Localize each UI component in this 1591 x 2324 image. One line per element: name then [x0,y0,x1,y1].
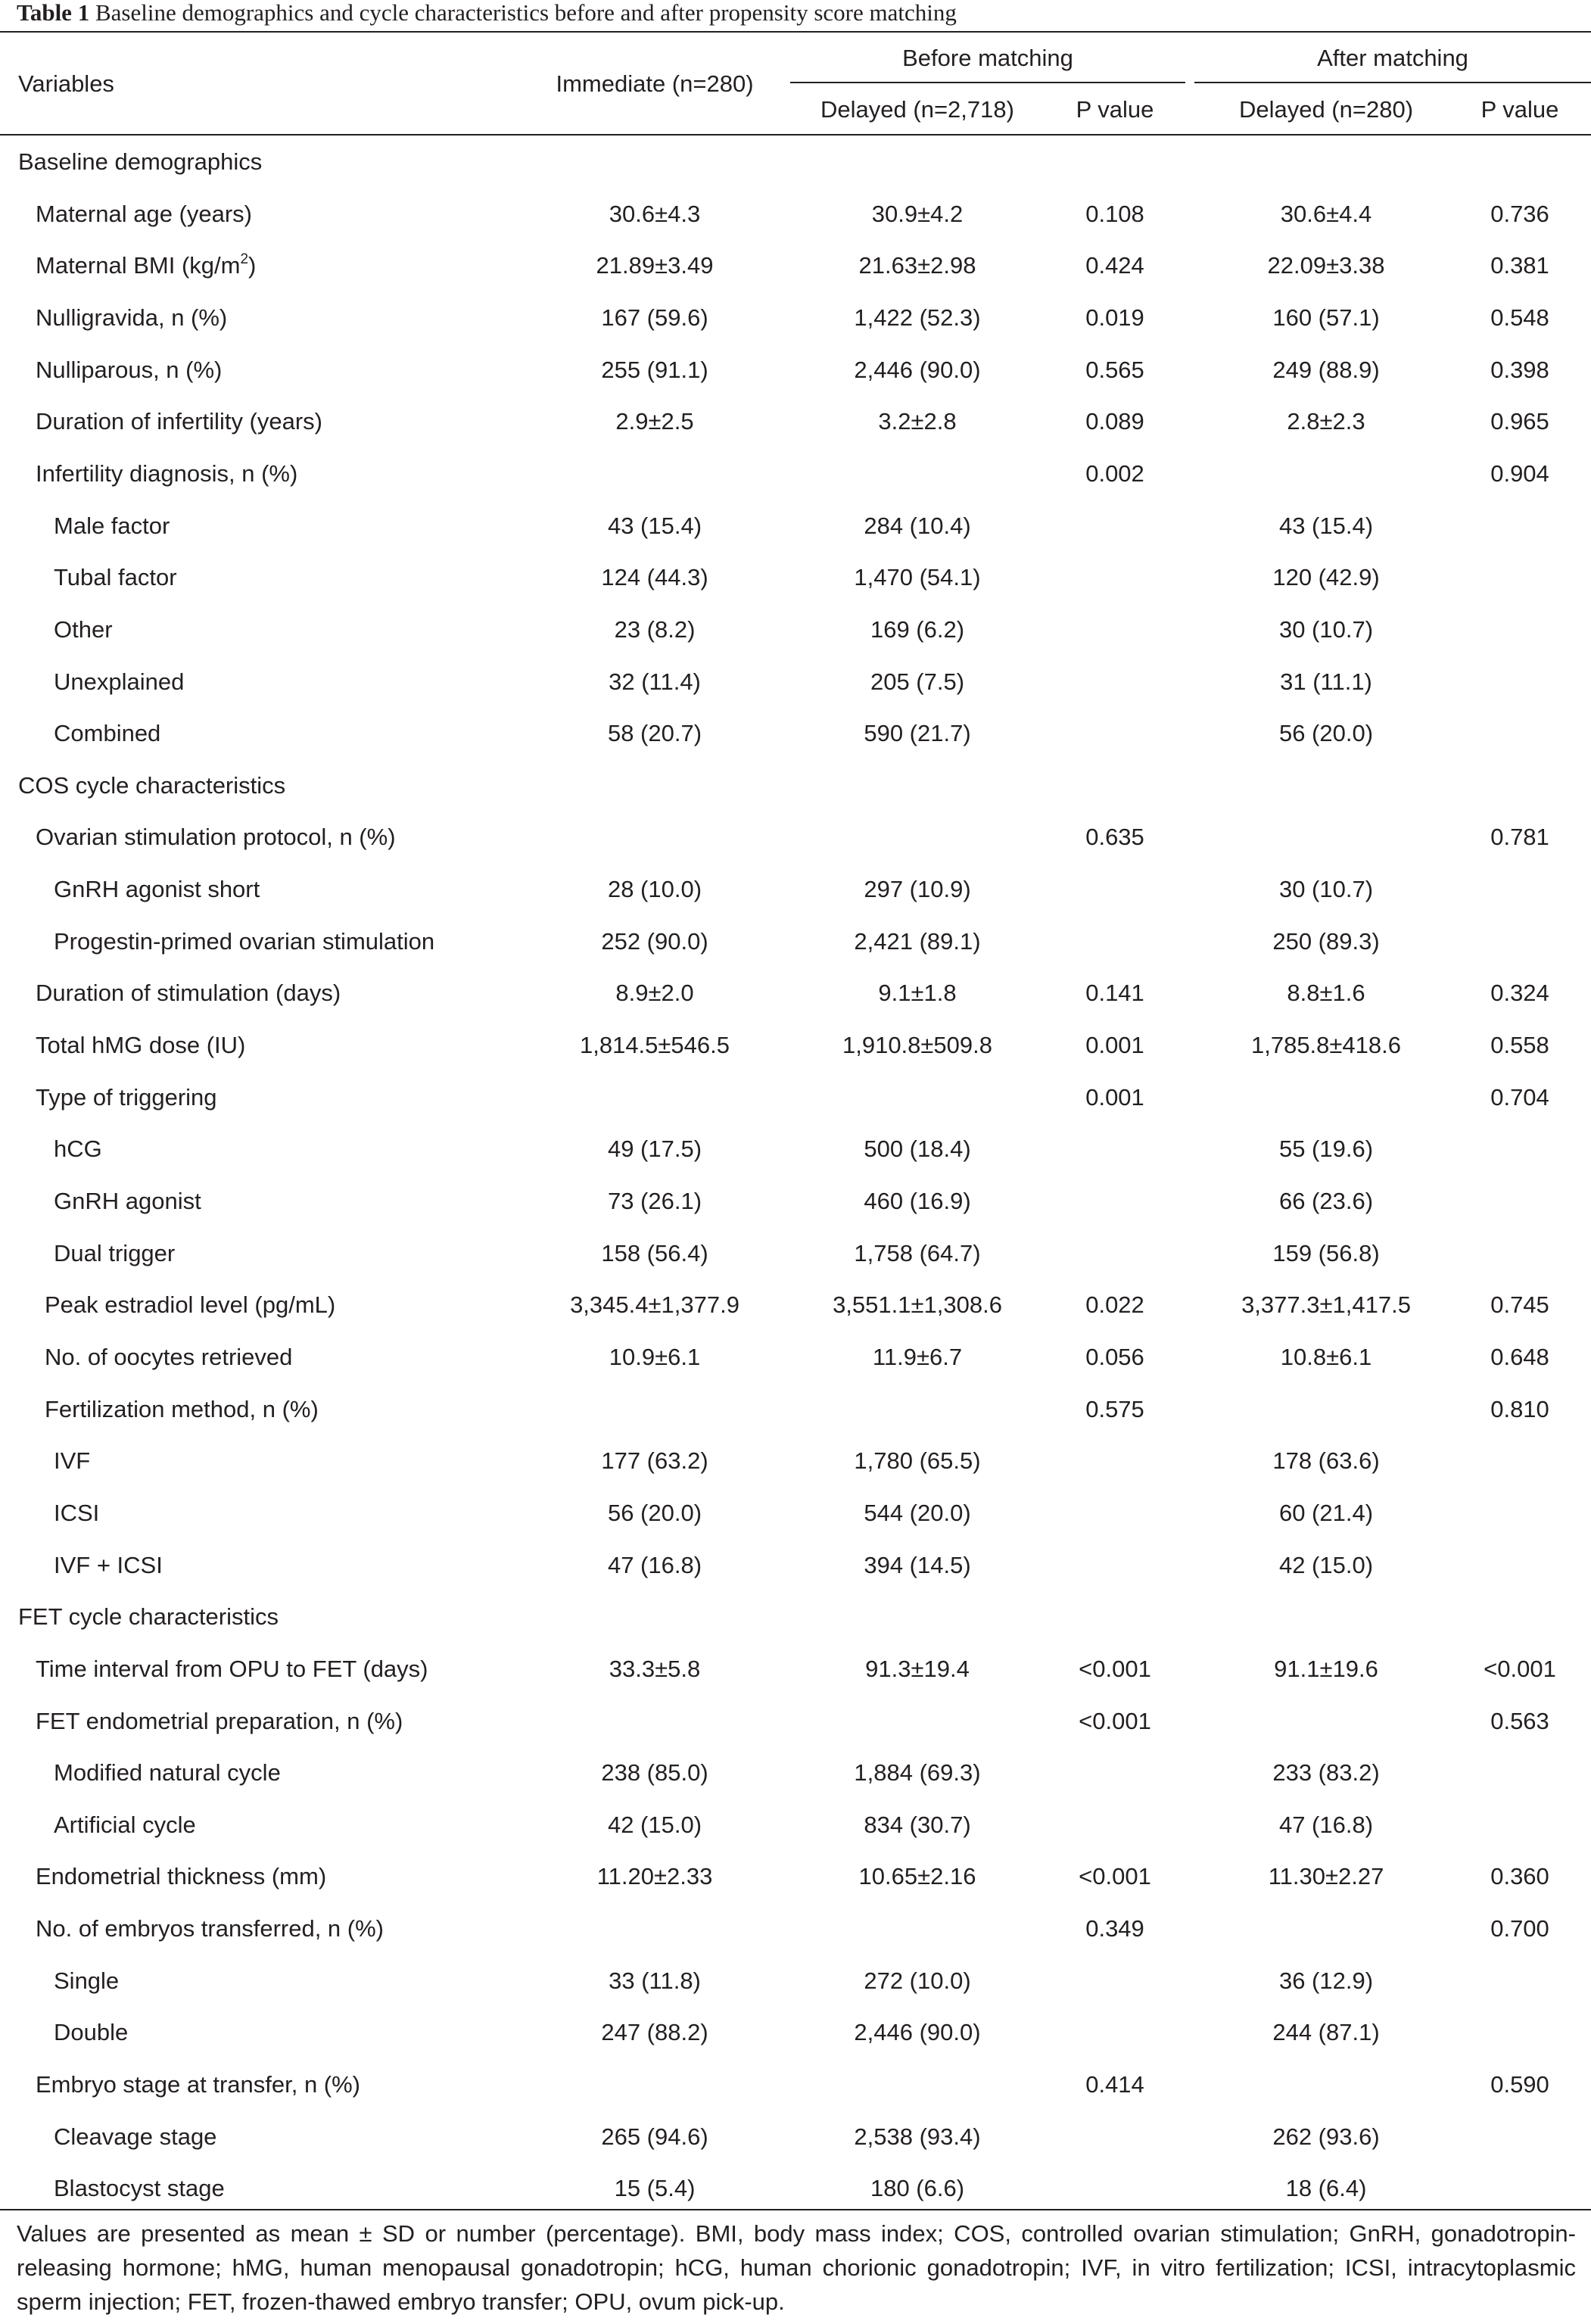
cell-p-after: 0.704 [1490,1084,1549,1111]
row-label: Modified natural cycle [54,1759,281,1786]
cell-immediate: 265 (94.6) [601,2123,708,2150]
cell-p-after: 0.745 [1490,1291,1549,1318]
cell-p-after: 0.398 [1490,357,1549,383]
cell-delayed-after: 47 (16.8) [1278,1812,1374,1838]
cell-delayed-before: 169 (6.2) [870,616,965,643]
table-caption [17,0,1576,26]
cell-delayed-before: 1,884 (69.3) [854,1759,981,1786]
cell-delayed-before: 272 (10.0) [864,1967,971,1994]
cell-immediate: 10.9±6.1 [609,1344,701,1370]
cell-p-after: 0.810 [1490,1396,1549,1422]
row-label: GnRH agonist short [54,876,260,902]
cell-delayed-after: 42 (15.0) [1278,1552,1374,1578]
row-label: GnRH agonist [54,1188,201,1214]
cell-delayed-before: 11.9±6.7 [872,1344,963,1370]
before-matching-rule [790,82,1185,83]
header-before-matching: Before matching [902,45,1073,71]
cell-delayed-before: 3,551.1±1,308.6 [833,1291,1002,1318]
cell-immediate: 252 (90.0) [601,928,708,955]
cell-immediate: 42 (15.0) [607,1812,702,1838]
cell-p-before: 0.141 [1085,980,1144,1006]
cell-immediate: 238 (85.0) [601,1759,708,1786]
cell-delayed-before: 21.63±2.98 [858,252,976,279]
cell-immediate: 15 (5.4) [614,2175,696,2201]
cell-p-before: <0.001 [1079,1656,1151,1682]
cell-p-before: <0.001 [1079,1708,1151,1734]
row-label: Peak estradiol level (pg/mL) [45,1291,336,1318]
cell-immediate: 11.20±2.33 [596,1863,713,1889]
cell-p-after: 0.904 [1490,460,1549,487]
cell-delayed-after: 2.8±2.3 [1287,408,1365,435]
cell-p-before: 0.108 [1085,201,1144,227]
cell-delayed-after: 56 (20.0) [1278,720,1374,746]
cell-delayed-before: 834 (30.7) [864,1812,971,1838]
cell-delayed-before: 590 (21.7) [864,720,971,746]
cell-delayed-after: 178 (63.6) [1272,1447,1380,1474]
header-after-matching: After matching [1317,45,1468,71]
cell-delayed-after: 91.1±19.6 [1274,1656,1378,1682]
row-label: Duration of stimulation (days) [36,980,341,1006]
cell-p-after: 0.324 [1490,980,1549,1006]
row-label: Type of triggering [36,1084,217,1111]
cell-delayed-after: 22.09±3.38 [1267,252,1385,279]
header-delayed-after: Delayed (n=280) [1238,96,1414,123]
cell-p-after: 0.965 [1490,408,1549,435]
cell-delayed-before: 2,446 (90.0) [854,2019,981,2045]
cell-immediate: 124 (44.3) [601,564,708,590]
cell-p-before: 0.022 [1085,1291,1144,1318]
cell-p-after: 0.700 [1490,1915,1549,1942]
cell-delayed-before: 394 (14.5) [864,1552,971,1578]
after-matching-rule [1194,82,1591,83]
cell-p-before: 0.089 [1085,408,1144,435]
cell-p-before: 0.056 [1085,1344,1144,1370]
header-p-before: P value [1076,96,1154,123]
row-label: Other [54,616,113,643]
section-heading: Baseline demographics [18,148,263,175]
row-label: Maternal age (years) [36,201,253,227]
cell-delayed-after: 262 (93.6) [1272,2123,1380,2150]
cell-immediate: 58 (20.7) [607,720,702,746]
cell-delayed-after: 3,377.3±1,417.5 [1241,1291,1411,1318]
header-delayed-before: Delayed (n=2,718) [820,96,1014,123]
cell-immediate: 43 (15.4) [607,512,702,539]
cell-p-before: 0.635 [1085,824,1144,850]
header-variables: Variables [18,70,114,97]
cell-delayed-after: 30.6±4.4 [1280,201,1372,227]
cell-delayed-after: 249 (88.9) [1272,357,1380,383]
cell-p-before: <0.001 [1079,1863,1151,1889]
cell-delayed-after: 55 (19.6) [1278,1136,1374,1162]
cell-delayed-after: 30 (10.7) [1278,876,1374,902]
row-label: Total hMG dose (IU) [36,1032,246,1058]
cell-delayed-before: 297 (10.9) [864,876,971,902]
cell-delayed-before: 500 (18.4) [864,1136,971,1162]
cell-delayed-before: 3.2±2.8 [878,408,957,435]
row-label: Progestin-primed ovarian stimulation [54,928,435,955]
cell-delayed-after: 8.8±1.6 [1287,980,1365,1006]
cell-delayed-after: 160 (57.1) [1272,304,1380,331]
row-label: Tubal factor [54,564,177,590]
cell-delayed-before: 460 (16.9) [864,1188,971,1214]
row-label: Cleavage stage [54,2123,217,2150]
row-label: ICSI [54,1500,100,1526]
row-label: Dual trigger [54,1240,176,1266]
cell-p-before: 0.414 [1085,2071,1144,2098]
row-label: Nulligravida, n (%) [36,304,228,331]
cell-delayed-after: 60 (21.4) [1278,1500,1374,1526]
cell-delayed-after: 120 (42.9) [1272,564,1380,590]
cell-immediate: 247 (88.2) [601,2019,708,2045]
cell-p-after: 0.781 [1490,824,1549,850]
row-label: IVF + ICSI [54,1552,163,1578]
cell-immediate: 56 (20.0) [607,1500,702,1526]
cell-p-after: 0.563 [1490,1708,1549,1734]
row-label: No. of embryos transferred, n (%) [36,1915,384,1942]
row-label: Artificial cycle [54,1812,196,1838]
cell-delayed-before: 9.1±1.8 [878,980,957,1006]
cell-delayed-after: 43 (15.4) [1278,512,1374,539]
cell-delayed-after: 18 (6.4) [1285,2175,1367,2201]
row-label: No. of oocytes retrieved [45,1344,293,1370]
cell-delayed-before: 284 (10.4) [864,512,971,539]
cell-immediate: 73 (26.1) [607,1188,702,1214]
cell-delayed-after: 11.30±2.27 [1268,1863,1384,1889]
cell-p-before: 0.424 [1085,252,1144,279]
row-label: Single [54,1967,120,1994]
cell-immediate: 167 (59.6) [601,304,708,331]
cell-delayed-before: 1,758 (64.7) [854,1240,981,1266]
cell-immediate: 3,345.4±1,377.9 [570,1291,739,1318]
cell-delayed-after: 233 (83.2) [1272,1759,1380,1786]
cell-immediate: 32 (11.4) [609,668,701,695]
row-label: Time interval from OPU to FET (days) [36,1656,428,1682]
cell-p-before: 0.349 [1085,1915,1144,1942]
top-rule [0,31,1591,33]
cell-delayed-before: 1,422 (52.3) [854,304,981,331]
cell-delayed-after: 244 (87.1) [1272,2019,1380,2045]
cell-delayed-before: 180 (6.6) [870,2175,965,2201]
row-label: Nulliparous, n (%) [36,357,223,383]
row-label: Combined [54,720,161,746]
cell-immediate: 2.9±2.5 [615,408,694,435]
cell-delayed-before: 1,780 (65.5) [854,1447,981,1474]
cell-p-after: 0.736 [1490,201,1549,227]
cell-delayed-before: 2,421 (89.1) [854,928,981,955]
cell-immediate: 177 (63.2) [601,1447,708,1474]
cell-p-before: 0.001 [1085,1032,1144,1058]
cell-delayed-before: 205 (7.5) [870,668,965,695]
row-label: hCG [54,1136,102,1162]
cell-p-before: 0.565 [1085,357,1144,383]
row-label: Unexplained [54,668,185,695]
cell-p-before: 0.001 [1085,1084,1144,1111]
cell-p-before: 0.575 [1085,1396,1144,1422]
cell-delayed-after: 1,785.8±418.6 [1250,1032,1402,1058]
table-title: Baseline demographics and cycle characteristics before and after propensity score matching [95,0,957,26]
row-label: Fertilization method, n (%) [45,1396,319,1422]
section-heading: FET cycle characteristics [18,1603,279,1630]
cell-immediate: 33 (11.8) [609,1967,701,1994]
row-label: Infertility diagnosis, n (%) [36,460,298,487]
row-label: Endometrial thickness (mm) [36,1863,327,1889]
cell-immediate: 23 (8.2) [614,616,696,643]
header-p-after: P value [1480,96,1559,123]
cell-delayed-before: 1,470 (54.1) [854,564,981,590]
table-label: Table 1 [17,0,90,26]
cell-delayed-before: 10.65±2.16 [858,1863,976,1889]
row-label: Blastocyst stage [54,2175,225,2201]
header-rule [0,134,1591,136]
bottom-rule [0,2209,1591,2210]
cell-delayed-before: 2,446 (90.0) [854,357,981,383]
cell-p-after: 0.381 [1490,252,1549,279]
cell-p-after: 0.548 [1490,304,1549,331]
row-label: Male factor [54,512,170,539]
cell-delayed-before: 30.9±4.2 [871,201,964,227]
table-footnote: Values are presented as mean ± SD or number (percentage). BMI, body mass index; COS, controlled ovarian stimulation; GnRH, gonadotropin-releasing hormone; hMG, human menopausal gonadotropin; hCG, human chorionic gonadotropin; IVF, in vitro fertilization; ICSI, intracytoplasmic sperm injection; FET, frozen-thawed embryo transfer; OPU, ovum pick-up. [17,2220,1576,2315]
row-label: Embryo stage at transfer, n (%) [36,2071,361,2098]
cell-delayed-before: 91.3±19.4 [865,1656,970,1682]
cell-p-before: 0.019 [1085,304,1144,331]
cell-delayed-after: 159 (56.8) [1272,1240,1380,1266]
cell-delayed-after: 31 (11.1) [1280,668,1372,695]
cell-delayed-before: 1,910.8±509.8 [842,1032,993,1058]
cell-delayed-after: 30 (10.7) [1278,616,1374,643]
cell-delayed-after: 66 (23.6) [1278,1188,1374,1214]
cell-immediate: 158 (56.4) [601,1240,708,1266]
section-heading: COS cycle characteristics [18,772,286,799]
cell-p-after: 0.590 [1490,2071,1549,2098]
cell-immediate: 47 (16.8) [607,1552,702,1578]
cell-immediate: 33.3±5.8 [609,1656,701,1682]
cell-immediate: 255 (91.1) [601,357,708,383]
cell-immediate: 30.6±4.3 [609,201,701,227]
row-label: Duration of infertility (years) [36,408,323,435]
cell-immediate: 8.9±2.0 [615,980,694,1006]
header-immediate: Immediate (n=280) [556,70,754,97]
cell-immediate: 1,814.5±546.5 [579,1032,730,1058]
row-label: FET endometrial preparation, n (%) [36,1708,403,1734]
cell-delayed-after: 250 (89.3) [1272,928,1380,955]
cell-p-before: 0.002 [1085,460,1144,487]
cell-delayed-before: 2,538 (93.4) [854,2123,981,2150]
row-label: Double [54,2019,129,2045]
cell-immediate: 21.89±3.49 [596,252,714,279]
cell-immediate: 28 (10.0) [607,876,702,902]
row-label: Maternal BMI $(kg/m^2)$ [36,251,257,279]
cell-p-after: <0.001 [1484,1656,1556,1682]
cell-p-after: 0.360 [1490,1863,1549,1889]
cell-delayed-after: 10.8±6.1 [1280,1344,1372,1370]
cell-delayed-after: 36 (12.9) [1278,1967,1374,1994]
cell-p-after: 0.558 [1490,1032,1549,1058]
cell-immediate: 49 (17.5) [607,1136,702,1162]
cell-delayed-before: 544 (20.0) [864,1500,971,1526]
cell-p-after: 0.648 [1490,1344,1549,1370]
row-label: IVF [54,1447,91,1474]
row-label: Ovarian stimulation protocol, n (%) [36,824,396,850]
